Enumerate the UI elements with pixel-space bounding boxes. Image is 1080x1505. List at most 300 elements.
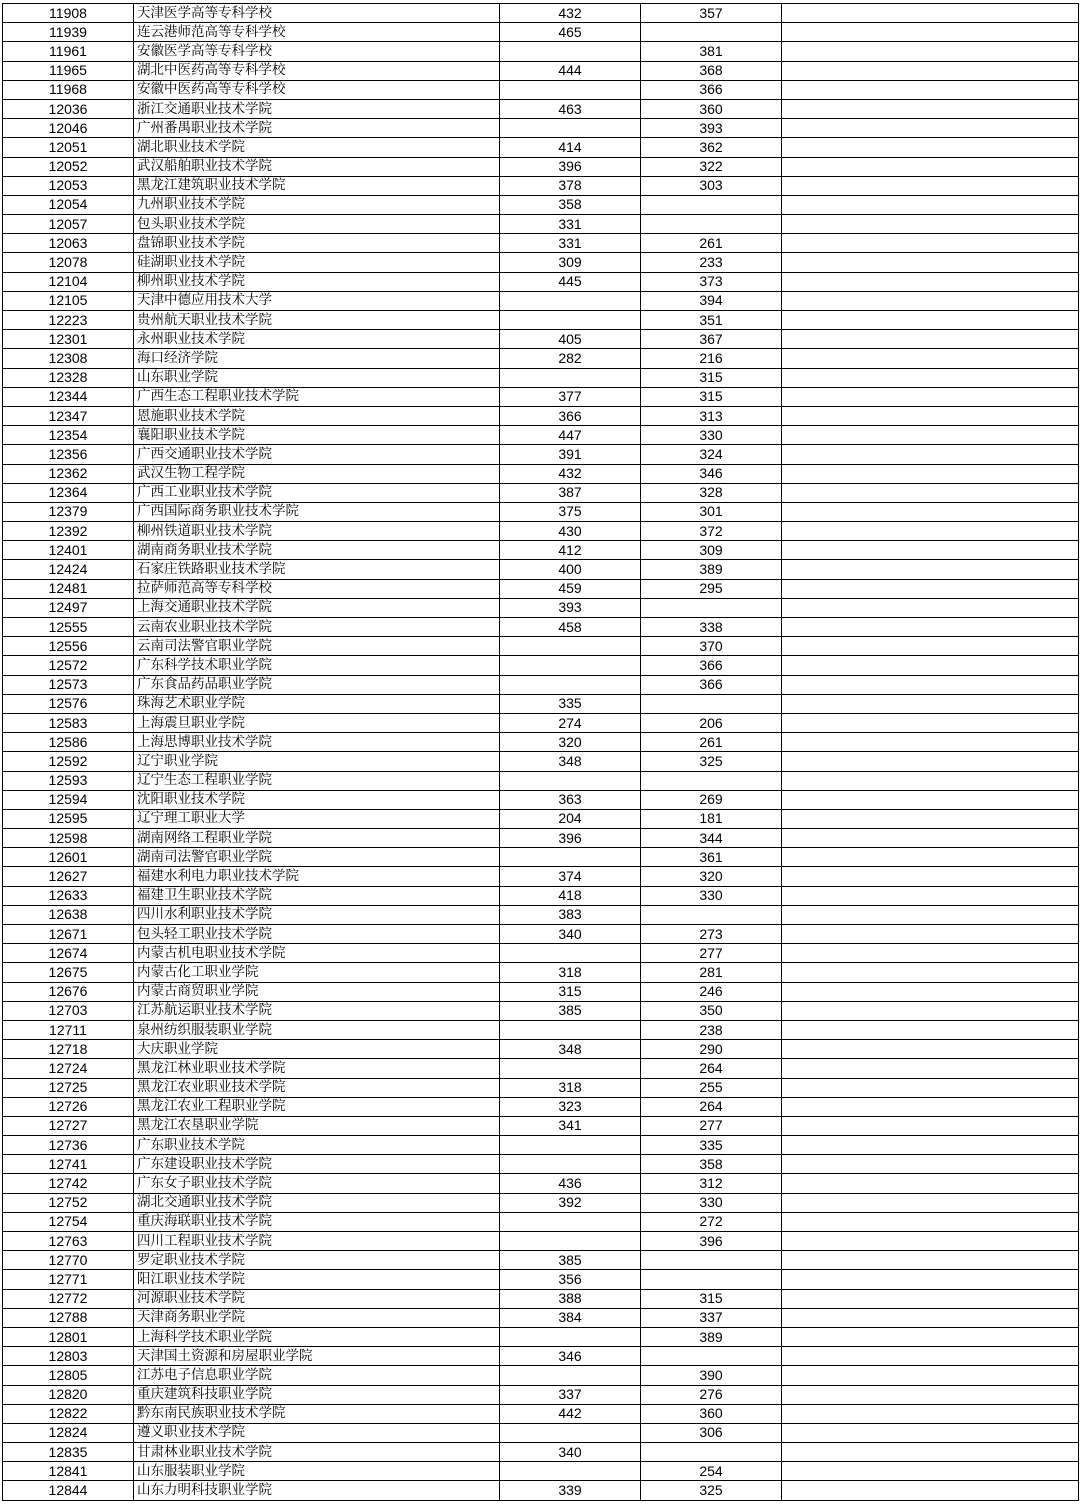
table-row <box>3 426 1079 445</box>
school-code-cell: 12820 <box>3 1385 134 1404</box>
school-name-cell: 天津国土资源和房屋职业学院 <box>134 1347 500 1366</box>
school-code-cell: 12598 <box>3 829 134 848</box>
score-col-1-cell: 339 <box>500 1481 641 1500</box>
empty-cell <box>782 1059 1079 1078</box>
empty-cell <box>782 1481 1079 1500</box>
table-row <box>3 1251 1079 1270</box>
school-name-cell: 上海科学技术职业学院 <box>134 1327 500 1346</box>
table-row <box>3 157 1079 176</box>
empty-cell <box>782 733 1079 752</box>
table-row <box>3 119 1079 138</box>
school-code-cell: 12754 <box>3 1212 134 1231</box>
empty-cell <box>782 1366 1079 1385</box>
score-col-1-cell: 204 <box>500 809 641 828</box>
table-row <box>3 560 1079 579</box>
score-col-1-cell: 358 <box>500 195 641 214</box>
table-row <box>3 311 1079 330</box>
school-name-cell: 湖北交通职业技术学院 <box>134 1193 500 1212</box>
school-name-cell: 内蒙古化工职业学院 <box>134 963 500 982</box>
score-col-2-cell: 330 <box>641 1193 782 1212</box>
school-name-cell: 包头轻工职业技术学院 <box>134 925 500 944</box>
school-code-cell: 12725 <box>3 1078 134 1097</box>
empty-cell <box>782 790 1079 809</box>
table-row <box>3 771 1079 790</box>
score-col-2-cell: 273 <box>641 925 782 944</box>
score-col-2-cell: 366 <box>641 656 782 675</box>
score-col-1-cell: 320 <box>500 733 641 752</box>
table-row <box>3 944 1079 963</box>
score-col-1-cell: 414 <box>500 138 641 157</box>
score-col-1-cell: 405 <box>500 330 641 349</box>
empty-cell <box>782 905 1079 924</box>
school-code-cell: 12356 <box>3 445 134 464</box>
school-code-cell: 12046 <box>3 119 134 138</box>
empty-cell <box>782 809 1079 828</box>
empty-cell <box>782 215 1079 234</box>
score-col-1-cell: 391 <box>500 445 641 464</box>
score-col-1-cell: 377 <box>500 387 641 406</box>
school-name-cell: 盘锦职业技术学院 <box>134 234 500 253</box>
empty-cell <box>782 119 1079 138</box>
empty-cell <box>782 311 1079 330</box>
empty-cell <box>782 61 1079 80</box>
empty-cell <box>782 982 1079 1001</box>
empty-cell <box>782 541 1079 560</box>
school-name-cell: 罗定职业技术学院 <box>134 1251 500 1270</box>
empty-cell <box>782 234 1079 253</box>
school-code-cell: 12595 <box>3 809 134 828</box>
empty-cell <box>782 1078 1079 1097</box>
score-col-2-cell <box>641 1443 782 1462</box>
score-col-1-cell: 459 <box>500 579 641 598</box>
score-col-1-cell: 432 <box>500 4 641 23</box>
score-col-2-cell: 324 <box>641 445 782 464</box>
school-name-cell: 辽宁生态工程职业学院 <box>134 771 500 790</box>
table-row <box>3 963 1079 982</box>
score-col-1-cell <box>500 848 641 867</box>
school-code-cell: 12801 <box>3 1327 134 1346</box>
score-col-2-cell: 362 <box>641 138 782 157</box>
score-col-1-cell: 374 <box>500 867 641 886</box>
school-name-cell: 黑龙江农垦职业学院 <box>134 1116 500 1135</box>
school-name-cell: 广东科学技术职业学院 <box>134 656 500 675</box>
school-name-cell: 辽宁理工职业大学 <box>134 809 500 828</box>
empty-cell <box>782 1136 1079 1155</box>
table-row <box>3 925 1079 944</box>
score-col-2-cell: 325 <box>641 1481 782 1500</box>
school-code-cell: 12601 <box>3 848 134 867</box>
score-col-2-cell: 261 <box>641 733 782 752</box>
school-name-cell: 河源职业技术学院 <box>134 1289 500 1308</box>
score-col-1-cell: 274 <box>500 713 641 732</box>
table-row <box>3 368 1079 387</box>
school-name-cell: 山东力明科技职业学院 <box>134 1481 500 1500</box>
school-name-cell: 广州番禺职业技术学院 <box>134 119 500 138</box>
school-name-cell: 广东食品药品职业学院 <box>134 675 500 694</box>
school-name-cell: 甘肃林业职业技术学院 <box>134 1443 500 1462</box>
school-code-cell: 11968 <box>3 80 134 99</box>
school-code-cell: 12223 <box>3 311 134 330</box>
score-col-1-cell: 465 <box>500 23 641 42</box>
score-col-1-cell: 445 <box>500 272 641 291</box>
empty-cell <box>782 925 1079 944</box>
score-col-1-cell: 340 <box>500 925 641 944</box>
school-code-cell: 12592 <box>3 752 134 771</box>
school-name-cell: 湖北中医药高等专科学校 <box>134 61 500 80</box>
school-name-cell: 安徽医学高等专科学校 <box>134 42 500 61</box>
school-name-cell: 山东服装职业学院 <box>134 1462 500 1481</box>
school-code-cell: 12362 <box>3 464 134 483</box>
score-col-1-cell <box>500 1020 641 1039</box>
empty-cell <box>782 522 1079 541</box>
empty-cell <box>782 502 1079 521</box>
school-name-cell: 包头职业技术学院 <box>134 215 500 234</box>
school-name-cell: 福建卫生职业技术学院 <box>134 886 500 905</box>
table-row <box>3 1097 1079 1116</box>
table-row <box>3 176 1079 195</box>
empty-cell <box>782 1155 1079 1174</box>
score-col-2-cell <box>641 1251 782 1270</box>
empty-cell <box>782 1443 1079 1462</box>
score-col-2-cell: 320 <box>641 867 782 886</box>
table-row <box>3 1327 1079 1346</box>
school-name-cell: 黔东南民族职业技术学院 <box>134 1404 500 1423</box>
score-col-1-cell: 384 <box>500 1308 641 1327</box>
school-code-cell: 12594 <box>3 790 134 809</box>
score-col-2-cell: 309 <box>641 541 782 560</box>
table-row <box>3 1308 1079 1327</box>
empty-cell <box>782 1308 1079 1327</box>
score-col-2-cell: 246 <box>641 982 782 1001</box>
table-row <box>3 809 1079 828</box>
score-col-2-cell: 330 <box>641 426 782 445</box>
score-col-2-cell: 350 <box>641 1001 782 1020</box>
table-row <box>3 1366 1079 1385</box>
empty-cell <box>782 675 1079 694</box>
school-code-cell: 12788 <box>3 1308 134 1327</box>
score-col-1-cell: 318 <box>500 963 641 982</box>
table-row <box>3 713 1079 732</box>
score-col-2-cell: 337 <box>641 1308 782 1327</box>
score-col-1-cell: 385 <box>500 1251 641 1270</box>
school-name-cell: 上海震旦职业学院 <box>134 713 500 732</box>
school-code-cell: 12572 <box>3 656 134 675</box>
empty-cell <box>782 1097 1079 1116</box>
table-row <box>3 886 1079 905</box>
table-row <box>3 291 1079 310</box>
score-col-1-cell: 335 <box>500 694 641 713</box>
school-code-cell: 12481 <box>3 579 134 598</box>
school-name-cell: 泉州纺织服装职业学院 <box>134 1020 500 1039</box>
school-name-cell: 上海思博职业技术学院 <box>134 733 500 752</box>
score-col-2-cell: 330 <box>641 886 782 905</box>
table-row <box>3 752 1079 771</box>
school-code-cell: 12736 <box>3 1136 134 1155</box>
school-code-cell: 12711 <box>3 1020 134 1039</box>
school-name-cell: 贵州航天职业技术学院 <box>134 311 500 330</box>
empty-cell <box>782 1212 1079 1231</box>
school-code-cell: 12703 <box>3 1001 134 1020</box>
school-name-cell: 遵义职业技术学院 <box>134 1423 500 1442</box>
school-name-cell: 重庆海联职业技术学院 <box>134 1212 500 1231</box>
score-col-2-cell: 272 <box>641 1212 782 1231</box>
empty-cell <box>782 1193 1079 1212</box>
empty-cell <box>782 752 1079 771</box>
score-col-2-cell: 358 <box>641 1155 782 1174</box>
score-col-1-cell: 331 <box>500 234 641 253</box>
school-name-cell: 柳州铁道职业技术学院 <box>134 522 500 541</box>
empty-cell <box>782 1001 1079 1020</box>
score-col-1-cell <box>500 1155 641 1174</box>
school-name-cell: 安徽中医药高等专科学校 <box>134 80 500 99</box>
empty-cell <box>782 1270 1079 1289</box>
score-col-1-cell: 442 <box>500 1404 641 1423</box>
score-col-2-cell <box>641 1270 782 1289</box>
score-col-1-cell: 436 <box>500 1174 641 1193</box>
school-name-cell: 四川水利职业技术学院 <box>134 905 500 924</box>
score-col-1-cell: 378 <box>500 176 641 195</box>
school-code-cell: 12841 <box>3 1462 134 1481</box>
school-code-cell: 12573 <box>3 675 134 694</box>
score-col-1-cell: 387 <box>500 483 641 502</box>
empty-cell <box>782 483 1079 502</box>
score-col-1-cell <box>500 1462 641 1481</box>
school-code-cell: 12308 <box>3 349 134 368</box>
table-row <box>3 406 1079 425</box>
school-code-cell: 12726 <box>3 1097 134 1116</box>
score-col-2-cell: 366 <box>641 675 782 694</box>
score-col-1-cell: 444 <box>500 61 641 80</box>
school-code-cell: 12354 <box>3 426 134 445</box>
score-col-1-cell: 463 <box>500 99 641 118</box>
school-name-cell: 四川工程职业技术学院 <box>134 1232 500 1251</box>
score-col-1-cell: 396 <box>500 829 641 848</box>
school-code-cell: 12741 <box>3 1155 134 1174</box>
school-name-cell: 内蒙古商贸职业学院 <box>134 982 500 1001</box>
school-code-cell: 12105 <box>3 291 134 310</box>
score-col-1-cell <box>500 42 641 61</box>
school-code-cell: 12379 <box>3 502 134 521</box>
empty-cell <box>782 560 1079 579</box>
empty-cell <box>782 637 1079 656</box>
table-row <box>3 234 1079 253</box>
score-col-1-cell: 340 <box>500 1443 641 1462</box>
school-code-cell: 12328 <box>3 368 134 387</box>
empty-cell <box>782 1040 1079 1059</box>
school-name-cell: 山东职业学院 <box>134 368 500 387</box>
score-col-2-cell: 315 <box>641 387 782 406</box>
school-name-cell: 江苏航运职业技术学院 <box>134 1001 500 1020</box>
school-code-cell: 12676 <box>3 982 134 1001</box>
school-name-cell: 黑龙江农业工程职业学院 <box>134 1097 500 1116</box>
score-col-1-cell <box>500 119 641 138</box>
empty-cell <box>782 23 1079 42</box>
score-col-1-cell: 392 <box>500 1193 641 1212</box>
school-code-cell: 12770 <box>3 1251 134 1270</box>
empty-cell <box>782 464 1079 483</box>
school-name-cell: 广东女子职业技术学院 <box>134 1174 500 1193</box>
score-col-1-cell: 363 <box>500 790 641 809</box>
score-col-1-cell: 388 <box>500 1289 641 1308</box>
score-col-2-cell: 281 <box>641 963 782 982</box>
score-col-2-cell: 264 <box>641 1059 782 1078</box>
school-name-cell: 天津商务职业学院 <box>134 1308 500 1327</box>
school-name-cell: 石家庄铁路职业技术学院 <box>134 560 500 579</box>
score-col-2-cell: 372 <box>641 522 782 541</box>
school-name-cell: 广西国际商务职业技术学院 <box>134 502 500 521</box>
school-code-cell: 12401 <box>3 541 134 560</box>
empty-cell <box>782 195 1079 214</box>
score-col-1-cell: 458 <box>500 618 641 637</box>
score-col-2-cell <box>641 905 782 924</box>
table-row <box>3 483 1079 502</box>
table-row <box>3 675 1079 694</box>
empty-cell <box>782 1462 1079 1481</box>
school-name-cell: 广西交通职业技术学院 <box>134 445 500 464</box>
school-code-cell: 12835 <box>3 1443 134 1462</box>
score-col-1-cell <box>500 1136 641 1155</box>
school-name-cell: 重庆建筑科技职业学院 <box>134 1385 500 1404</box>
school-code-cell: 12054 <box>3 195 134 214</box>
table-row <box>3 790 1079 809</box>
school-name-cell: 拉萨师范高等专科学校 <box>134 579 500 598</box>
score-col-2-cell: 357 <box>641 4 782 23</box>
score-col-1-cell: 396 <box>500 157 641 176</box>
school-code-cell: 12752 <box>3 1193 134 1212</box>
school-code-cell: 12586 <box>3 733 134 752</box>
table-row <box>3 464 1079 483</box>
score-col-1-cell <box>500 1423 641 1442</box>
table-row <box>3 1347 1079 1366</box>
empty-cell <box>782 1174 1079 1193</box>
score-col-1-cell <box>500 311 641 330</box>
score-col-2-cell <box>641 23 782 42</box>
table-row <box>3 445 1079 464</box>
school-code-cell: 12301 <box>3 330 134 349</box>
table-row <box>3 80 1079 99</box>
school-name-cell: 湖南商务职业技术学院 <box>134 541 500 560</box>
table-row <box>3 1001 1079 1020</box>
school-code-cell: 12104 <box>3 272 134 291</box>
table-row <box>3 1212 1079 1231</box>
score-col-1-cell: 348 <box>500 1040 641 1059</box>
score-col-1-cell <box>500 656 641 675</box>
table-row <box>3 502 1079 521</box>
school-code-cell: 12392 <box>3 522 134 541</box>
table-row <box>3 598 1079 617</box>
school-name-cell: 大庆职业学院 <box>134 1040 500 1059</box>
score-col-1-cell: 385 <box>500 1001 641 1020</box>
school-code-cell: 12051 <box>3 138 134 157</box>
score-col-2-cell: 261 <box>641 234 782 253</box>
table-row <box>3 1443 1079 1462</box>
score-col-2-cell: 269 <box>641 790 782 809</box>
score-col-1-cell <box>500 675 641 694</box>
table-row <box>3 215 1079 234</box>
score-col-2-cell: 366 <box>641 80 782 99</box>
score-col-2-cell: 344 <box>641 829 782 848</box>
school-name-cell: 永州职业技术学院 <box>134 330 500 349</box>
score-col-2-cell: 328 <box>641 483 782 502</box>
score-col-2-cell <box>641 694 782 713</box>
table-row <box>3 1059 1079 1078</box>
school-code-cell: 11965 <box>3 61 134 80</box>
empty-cell <box>782 291 1079 310</box>
score-col-2-cell: 322 <box>641 157 782 176</box>
table-row <box>3 195 1079 214</box>
table-row <box>3 1385 1079 1404</box>
school-code-cell: 12556 <box>3 637 134 656</box>
table-row <box>3 656 1079 675</box>
school-code-cell: 12772 <box>3 1289 134 1308</box>
score-col-1-cell <box>500 771 641 790</box>
table-row <box>3 1270 1079 1289</box>
score-col-1-cell: 323 <box>500 1097 641 1116</box>
score-col-1-cell <box>500 1366 641 1385</box>
score-col-1-cell <box>500 1059 641 1078</box>
empty-cell <box>782 1232 1079 1251</box>
score-col-2-cell: 393 <box>641 119 782 138</box>
empty-cell <box>782 771 1079 790</box>
empty-cell <box>782 886 1079 905</box>
school-code-cell: 12497 <box>3 598 134 617</box>
school-name-cell: 广东职业技术学院 <box>134 1136 500 1155</box>
score-col-2-cell: 216 <box>641 349 782 368</box>
score-col-2-cell: 325 <box>641 752 782 771</box>
score-col-2-cell: 346 <box>641 464 782 483</box>
school-name-cell: 黑龙江农业职业技术学院 <box>134 1078 500 1097</box>
table-row <box>3 272 1079 291</box>
empty-cell <box>782 4 1079 23</box>
table-row <box>3 253 1079 272</box>
school-name-cell: 湖北职业技术学院 <box>134 138 500 157</box>
score-col-1-cell <box>500 80 641 99</box>
score-col-2-cell <box>641 598 782 617</box>
table-row <box>3 694 1079 713</box>
score-col-2-cell <box>641 1347 782 1366</box>
score-col-2-cell: 276 <box>641 1385 782 1404</box>
score-col-2-cell: 389 <box>641 1327 782 1346</box>
school-name-cell: 广东建设职业技术学院 <box>134 1155 500 1174</box>
score-col-2-cell: 238 <box>641 1020 782 1039</box>
empty-cell <box>782 1251 1079 1270</box>
school-name-cell: 阳江职业技术学院 <box>134 1270 500 1289</box>
score-col-2-cell: 295 <box>641 579 782 598</box>
empty-cell <box>782 1385 1079 1404</box>
school-name-cell: 天津中德应用技术大学 <box>134 291 500 310</box>
school-name-cell: 云南司法警官职业学院 <box>134 637 500 656</box>
school-code-cell: 12078 <box>3 253 134 272</box>
school-code-cell: 12633 <box>3 886 134 905</box>
school-name-cell: 湖南司法警官职业学院 <box>134 848 500 867</box>
empty-cell <box>782 618 1079 637</box>
table-row <box>3 61 1079 80</box>
school-code-cell: 12674 <box>3 944 134 963</box>
score-col-1-cell <box>500 637 641 656</box>
score-col-2-cell: 351 <box>641 311 782 330</box>
table-row <box>3 1462 1079 1481</box>
score-col-2-cell: 396 <box>641 1232 782 1251</box>
school-code-cell: 12638 <box>3 905 134 924</box>
table-row <box>3 99 1079 118</box>
table-row <box>3 867 1079 886</box>
school-code-cell: 12824 <box>3 1423 134 1442</box>
score-col-1-cell: 318 <box>500 1078 641 1097</box>
empty-cell <box>782 656 1079 675</box>
school-name-cell: 武汉生物工程学院 <box>134 464 500 483</box>
score-col-2-cell: 312 <box>641 1174 782 1193</box>
empty-cell <box>782 272 1079 291</box>
